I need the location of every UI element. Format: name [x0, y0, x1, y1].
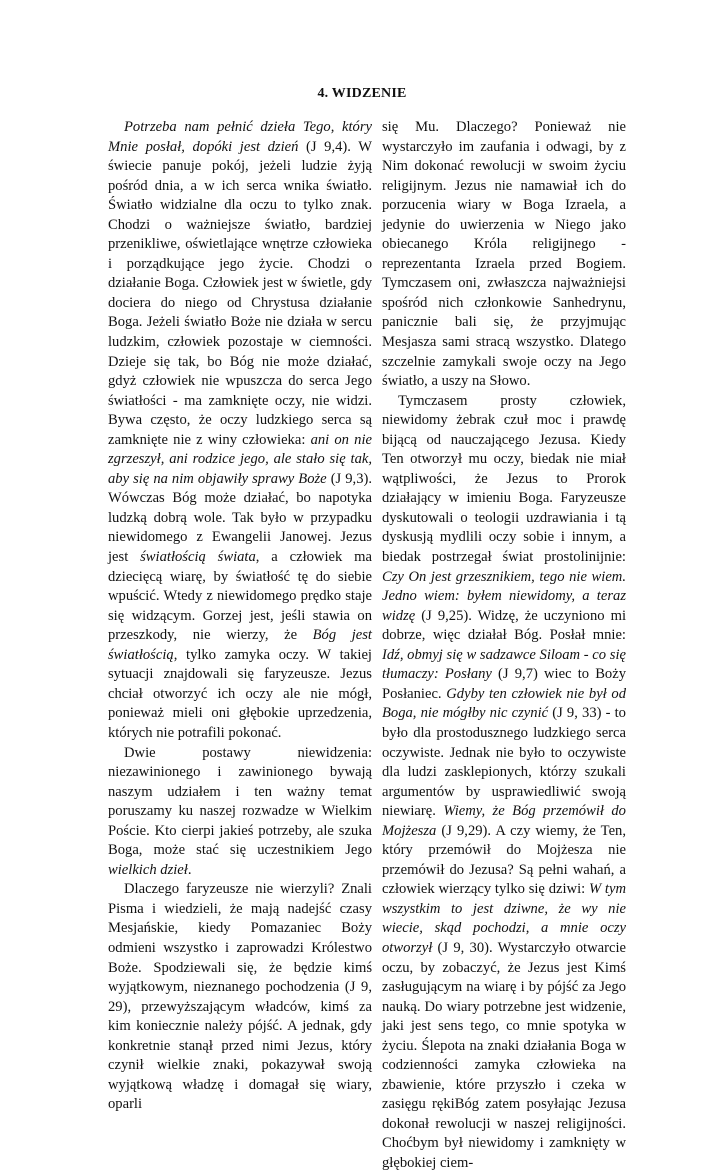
paragraph-text: , tylko zamyka oczy. W takiej sytuacji znajdowali się faryzeusze. Jezus chciał otworzyć ich oczy ale nie mógł, ponieważ mieli oni głębokie uprzedzenia, których nie potrafili pokonać.: [108, 646, 372, 741]
paragraph: [108, 880, 372, 1115]
scripture-quote: Wiemy, że Bóg przemówił do Mojżesza: [382, 803, 626, 839]
paragraph: [108, 118, 372, 744]
left-column: [108, 118, 372, 1115]
paragraph-text: Bóg zatem posyłając Jezusa dokonał rewolucji w naszej religijności. Choćbym był niewidomy i zamknięty w głębokiej ciem-: [382, 1096, 626, 1171]
paragraph-text: (J 9,3). Wówczas Bóg może działać, bo napotyka ludzką dobrą wole. Tak było w przypadku niewidomego z Ewangelii Janowej. Jezus jest: [108, 470, 372, 566]
paragraph-text: (J 9,25). Widzę, że uczyniono mi dobrze, więc działał Bóg. Posłał mnie:: [382, 607, 626, 644]
scripture-quote: W tym wszystkim to jest dziwne, że wy nie wiecie, skąd pochodzi, a mnie oczy otworzył: [382, 881, 626, 956]
scripture-quote: Potrzeba nam pełnić dzieła Tego, który Mnie posłał, dopóki jest dzień: [108, 119, 372, 155]
paragraph-text: (J 9,7) wiec to Boży Posłaniec.: [382, 666, 626, 702]
paragraph-text: (J 9, 33) - to było dla prostodusznego ludzkiego serca oczywiste. Jednak nie było to oczywiste dla ludzi zasklepionych, którzy szukali argumentów by usprawiedliwić swoją niewiarę.: [382, 705, 626, 820]
paragraph-text: (J 9,29). A czy wiemy, że Ten, który przemówił do Mojżesza nie przemówił do Jezusa? Są pełni wahań, a człowiek wierzący tylko się dziwi:: [382, 822, 626, 898]
scripture-quote: Bóg jest światłością: [108, 627, 372, 663]
paragraph: [382, 118, 626, 392]
right-column: [382, 118, 626, 1174]
scripture-quote: wielkich dzieł: [108, 861, 188, 878]
paragraph-text: .: [187, 861, 192, 878]
page-title: 4. WIDZENIE: [317, 86, 407, 101]
paragraph-text: się Mu. Dlaczego? Ponieważ nie wystarczyło im zaufania i odwagi, by z Nim dokonać rewolucji w swoim życiu religijnym. Jezus nie namawiał ich do porzucenia wiary w Boga Izraela, a jedynie do uwierzenia w Niego jako obiecanego Króla religijnego - reprezentanta Izraela przed Bogiem. Tymczasem oni, zwłaszcza najważniejsi spośród nich członkowie Sanhedrynu, panicznie bali się, że przyjmując Mesjasza sami stracą wszystko. Dlatego szczelnie zamykali swoje oczy na Jego światło, a uszy na Słowo.: [382, 119, 626, 390]
scripture-quote: Czy On jest grzesznikiem, tego nie wiem. Jedno wiem: byłem niewidomy, a teraz widzę: [382, 568, 626, 624]
scripture-quote: Gdyby ten człowiek nie był od Boga, nie mógłby nic czynić: [382, 685, 626, 722]
paragraph-text: Tymczasem prosty człowiek, niewidomy żebrak czuł moc i prawdę bijącą od nauczającego Jezusa. Kiedy Ten otworzył mu oczy, biedak nie miał wątpliwości, że Jezus to Prorok działający w imieniu Boga. Faryzeusze dyskutowali o teologii uzdrawiania i tą dyskusją mydlili oczy sobie i innym, a biedak postrzegał świat prostolinijnie:: [382, 392, 626, 566]
paragraph-text: (J 9,4). W świecie panuje pokój, jeżeli ludzie żyją pośród dnia, a w ich serca wnika światło. Światło widzialne dla oczu to tylko znak. Chodzi o ważniejsze światło, bardziej przenikliwe, oświetlające wnętrze człowieka i porządkujące jego życie. Chodzi o działanie Boga. Człowiek jest w świetle, gdy dociera do niego od Chrystusa działanie Boga. Jeżeli światło Boże nie działa w sercu ludzkim, człowiek pozostaje w ciemności. Dzieje się tak, bo Bóg nie może działać, gdyż człowiek nie wpuszcza do serca Jego światłości - ma zamknięte oczy, nie widzi. Bywa często, że oczy ludzkiego serca są zamknięte nie z winy człowieka:: [108, 138, 373, 448]
paragraph-text: Dlaczego faryzeusze nie wierzyli? Znali Pisma i wiedzieli, że mają nadejść czasy Mesjańskie, kiedy Pomazaniec Boży odmieni wszystko i zaprowadzi Królestwo Boże. Spodziewali się, że będzie kimś wyjątkowym, nieznanego pochodzenia (J 9, 29), przewyższającym władców, kimś za kim koniecznie należy pójść. A jednak, gdy konkretnie stanął przed nimi Jezus, który czynił wielkie znaki, pokazywał swoją wyjątkową władzę i domagał się wiary, oparli: [108, 881, 372, 1113]
scripture-quote: światłością świata: [140, 549, 256, 566]
paragraph: [382, 392, 626, 1174]
scripture-quote: ani on nie zgrzeszył, ani rodzice jego, ale stało się tak, aby się na nim objawiły sprawy Boże: [108, 431, 372, 487]
paragraph-text: Dwie postawy niewidzenia: niezawinionego i zawinionego bywają naszym udziałem i ten ważny temat poruszamy ku naszej rozwadze w Wielkim Poście. Kto cierpi jakieś potrzeby, ale szuka Boga, może stać się uczestnikiem Jego: [108, 744, 372, 859]
paragraph-text: , a człowiek ma dziecięcą wiarę, by światłość tę do siebie wpuścić. Wtedy z niewidomego prędko staje się widzącym. Gorzej jest, jeśli stawia on przeszkody, nie wierzy, że: [108, 549, 372, 644]
scripture-quote: Idź, obmyj się w sadzawce Siloam - co się tłumaczy: Posłany: [382, 646, 626, 683]
paragraph-text: (J 9, 30). Wystarczyło otwarcie oczu, by zobaczyć, że Jezus jest Kimś zasługującym na wiarę i by pójść za Jego nauką. Do wiary potrzebne jest widzenie, jaki jest sens tego, co mnie spotyka w życiu. Ślepota na znaki działania Boga w codzienności zamyka człowieka na zbawienie, które przyszło i czeka w zasięgu ręki: [382, 939, 626, 1113]
paragraph: [108, 744, 372, 881]
